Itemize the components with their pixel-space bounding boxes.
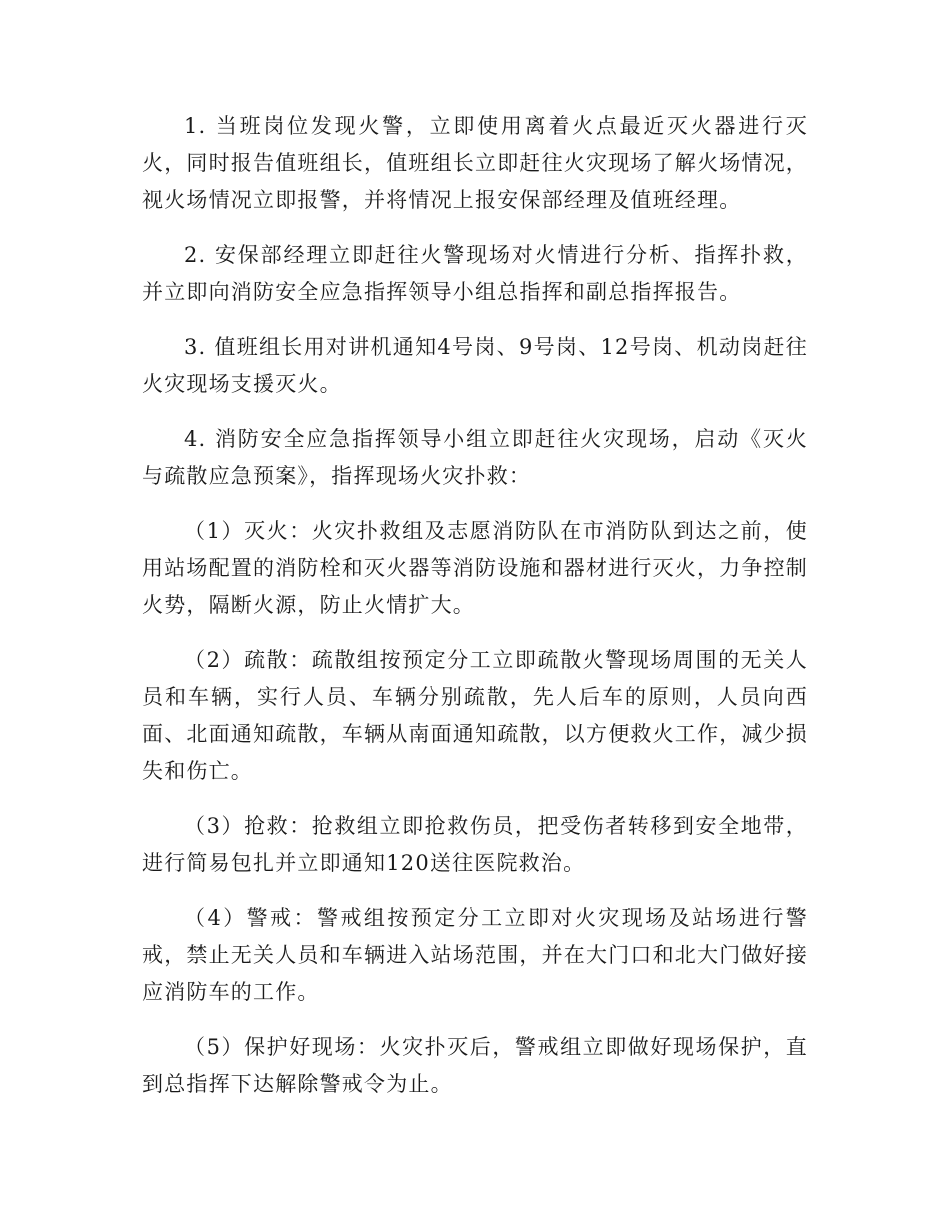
paragraph-step-3: 3. 值班组长用对讲机通知4号岗、9号岗、12号岗、机动岗赶往火灾现场支援灭火。 (142, 335, 808, 396)
paragraph-scene-protection: （5）保护好现场：火灾扑灭后，警戒组立即做好现场保护，直到总指挥下达解除警戒令为止。 (142, 1035, 808, 1096)
paragraph-cordon: （4）警戒：警戒组按预定分工立即对火灾现场及站场进行警戒，禁止无关人员和车辆进入站场范围，并在大门口和北大门做好接应消防车的工作。 (142, 906, 808, 1004)
document-page (142, 108, 808, 1121)
paragraph-step-1: 1. 当班岗位发现火警，立即使用离着火点最近灭火器进行灭火，同时报告值班组长，值班组长立即赶往火灾现场了解火场情况，视火场情况立即报警，并将情况上报安保部经理及值班经理。 (142, 114, 808, 212)
paragraph-evacuation: （2）疏散：疏散组按预定分工立即疏散火警现场周围的无关人员和车辆，实行人员、车辆分别疏散，先人后车的原则，人员向西面、北面通知疏散，车辆从南面通知疏散，以方便救火工作，减少损失和伤亡。 (142, 648, 808, 783)
paragraph-step-4: 4. 消防安全应急指挥领导小组立即赶往火灾现场，启动《灭火与疏散应急预案》，指挥现场火灾扑救： (142, 427, 808, 488)
paragraph-rescue: （3）抢救：抢救组立即抢救伤员，把受伤者转移到安全地带，进行简易包扎并立即通知120送往医院救治。 (142, 814, 808, 875)
paragraph-firefighting: （1）灭火：火灾扑救组及志愿消防队在市消防队到达之前，使用站场配置的消防栓和灭火器等消防设施和器材进行灭火，力争控制火势，隔断火源，防止火情扩大。 (142, 519, 808, 617)
paragraph-step-2: 2. 安保部经理立即赶往火警现场对火情进行分析、指挥扑救，并立即向消防安全应急指挥领导小组总指挥和副总指挥报告。 (142, 243, 808, 304)
